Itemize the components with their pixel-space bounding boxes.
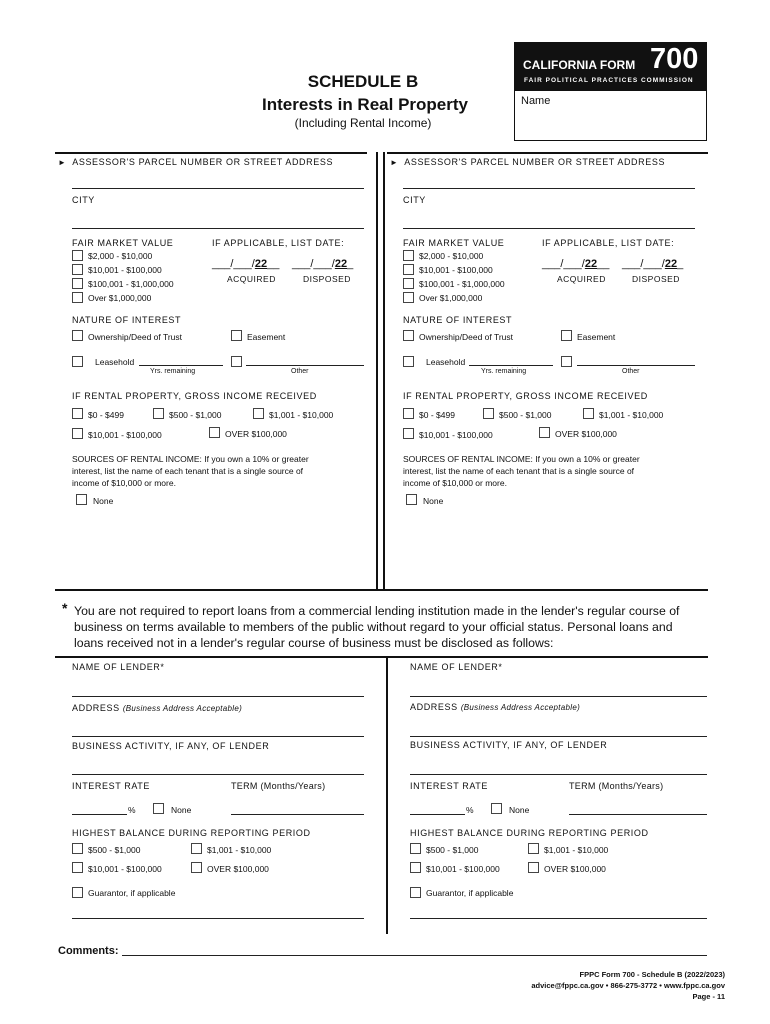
parcel-input-line[interactable] [72,188,364,189]
disposed-year: 22 [334,258,348,270]
fmv-checkbox-1[interactable] [403,250,414,261]
fmv-checkbox-2[interactable] [403,264,414,275]
top-rule-left [55,152,367,154]
top-rule-right [387,152,708,154]
balance-option-3: $10,001 - $100,000 [88,864,162,874]
lender-address-line[interactable] [410,736,707,737]
other-checkbox[interactable] [561,356,572,367]
sources-text-1: SOURCES OF RENTAL INCOME: If you own a 10% or greater [72,454,309,464]
loan-notice-line-1: You are not required to report loans from a commercial lending institution made in the lender's regular course of [74,604,680,618]
lender-address-row [72,703,242,713]
easement-label: Easement [247,332,286,342]
balance-option-2: $1,001 - $10,000 [207,845,272,855]
income-option-2: $500 - $1,000 [169,410,222,420]
income-option-5: OVER $100,000 [225,429,287,439]
income-checkbox-2[interactable] [153,408,164,419]
ownership-checkbox[interactable] [403,330,414,341]
income-checkbox-4[interactable] [72,428,83,439]
sources-text-2: interest, list the name of each tenant that is a single source of [72,466,304,476]
parcel-label: ASSESSOR'S PARCEL NUMBER OR STREET ADDRESS [404,157,666,167]
nature-label: NATURE OF INTEREST [72,315,182,325]
arrow-icon: ► [58,158,67,167]
lender-address-note: (Business Address Acceptable) [122,704,243,713]
income-option-1: $0 - $499 [419,410,455,420]
leasehold-checkbox[interactable] [403,356,414,367]
income-option-4: $10,001 - $100,000 [88,430,162,440]
ownership-label: Ownership/Deed of Trust [419,332,514,342]
center-divider-top [376,152,378,589]
other-label: Other [291,368,309,375]
footer-form-id: FPPC Form 700 - Schedule B (2022/2023) [579,970,725,979]
other-input-line[interactable] [246,365,364,366]
loan-notice-bottom-rule [55,656,708,658]
lender-address-label: ADDRESS [410,702,458,712]
balance-checkbox-3[interactable] [410,862,421,873]
term-label: TERM (Months/Years) [231,781,326,791]
interest-rate-label: INTEREST RATE [410,781,488,791]
term-line[interactable] [569,814,707,815]
fmv-checkbox-4[interactable] [72,292,83,303]
disposed-year: 22 [664,258,678,270]
income-option-2: $500 - $1,000 [499,410,552,420]
fmv-checkbox-3[interactable] [403,278,414,289]
income-checkbox-5[interactable] [539,427,550,438]
income-checkbox-2[interactable] [483,408,494,419]
income-option-3: $1,001 - $10,000 [269,410,334,420]
schedule-title: SCHEDULE B [307,72,419,91]
leasehold-years-line[interactable] [139,365,223,366]
balance-option-4: OVER $100,000 [544,864,606,874]
percent-label: % [128,805,136,815]
balance-checkbox-3[interactable] [72,862,83,873]
other-checkbox[interactable] [231,356,242,367]
rate-none-label: None [509,805,530,815]
other-input-line[interactable] [577,365,695,366]
interest-rate-line[interactable] [410,814,465,815]
comments-line[interactable] [122,955,707,956]
income-checkbox-3[interactable] [583,408,594,419]
lender-activity-line[interactable] [410,774,707,775]
income-checkbox-5[interactable] [209,427,220,438]
sources-text-1: SOURCES OF RENTAL INCOME: If you own a 10% or greater [403,454,640,464]
gross-income-label: IF RENTAL PROPERTY, GROSS INCOME RECEIVED [403,391,648,401]
disposed-date-field[interactable]: ___/___/22_ [292,258,354,270]
acquired-year: 22 [254,258,268,270]
parcel-label: ASSESSOR'S PARCEL NUMBER OR STREET ADDRESS [72,157,334,167]
rate-none-label: None [171,805,192,815]
balance-checkbox-2[interactable] [528,843,539,854]
lender-address-note: (Business Address Acceptable) [460,703,581,712]
nature-label: NATURE OF INTEREST [403,315,513,325]
acquired-label: ACQUIRED [557,274,606,284]
loan-notice-line-2: business on terms available to members of the public without regard to your official status. Personal loans and [74,620,673,634]
form-number: 700 [650,43,699,75]
none-checkbox[interactable] [406,494,417,505]
schedule-subtitle: Interests in Real Property [262,95,468,114]
fmv-checkbox-4[interactable] [403,292,414,303]
balance-checkbox-4[interactable] [191,862,202,873]
balance-option-1: $500 - $1,000 [88,845,141,855]
ownership-checkbox[interactable] [72,330,83,341]
list-date-label: IF APPLICABLE, LIST DATE: [542,238,675,248]
leasehold-label: Leasehold [95,357,135,367]
balance-checkbox-2[interactable] [191,843,202,854]
yrs-remaining-label: Yrs. remaining [481,368,527,375]
balance-option-2: $1,001 - $10,000 [544,845,609,855]
disposed-label: DISPOSED [632,274,680,284]
commission-label: FAIR POLITICAL PRACTICES COMMISSION [524,77,694,84]
parcel-row [58,157,333,167]
fmv-checkbox-3[interactable] [72,278,83,289]
balance-checkbox-4[interactable] [528,862,539,873]
rate-none-checkbox[interactable] [153,803,164,814]
term-label: TERM (Months/Years) [569,781,664,791]
parcel-input-line[interactable] [403,188,695,189]
guarantor-label: Guarantor, if applicable [426,888,514,898]
center-divider-bottom [386,656,388,934]
parcel-row-right [390,157,665,167]
footer-page: Page - 11 [692,992,725,1001]
lender-name-line[interactable] [72,696,364,697]
balance-checkbox-1[interactable] [72,843,83,854]
income-option-3: $1,001 - $10,000 [599,410,664,420]
lender-name-label: NAME OF LENDER* [410,662,503,672]
easement-checkbox[interactable] [561,330,572,341]
city-input-line[interactable] [403,228,695,229]
sources-text-3: income of $10,000 or more. [403,478,507,488]
lender-address-label: ADDRESS [72,703,120,713]
lender-name-label: NAME OF LENDER* [72,662,165,672]
fmv-label: FAIR MARKET VALUE [72,238,174,248]
percent-label: % [466,805,474,815]
guarantor-checkbox[interactable] [72,887,83,898]
guarantor-label: Guarantor, if applicable [88,888,176,898]
acquired-date-field[interactable]: ___/___/22__ [542,258,610,270]
other-label: Other [622,368,640,375]
fmv-option-4: Over $1,000,000 [419,293,483,303]
interest-rate-line[interactable] [72,814,127,815]
leasehold-years-line[interactable] [469,365,553,366]
city-input-line[interactable] [72,228,364,229]
balance-label: HIGHEST BALANCE DURING REPORTING PERIOD [72,828,311,838]
income-checkbox-1[interactable] [403,408,414,419]
gross-income-label: IF RENTAL PROPERTY, GROSS INCOME RECEIVED [72,391,317,401]
name-label: Name [521,95,551,107]
acquired-year: 22 [584,258,598,270]
form-identifier-box [514,42,707,141]
interest-rate-label: INTEREST RATE [72,781,150,791]
acquired-date-field[interactable]: ___/___/22__ [212,258,280,270]
rate-none-checkbox[interactable] [491,803,502,814]
fmv-option-2: $10,001 - $100,000 [88,265,162,275]
disposed-label: DISPOSED [303,274,351,284]
arrow-icon: ► [390,158,399,167]
ownership-label: Ownership/Deed of Trust [88,332,183,342]
city-label: CITY [403,195,426,205]
income-checkbox-1[interactable] [72,408,83,419]
income-option-5: OVER $100,000 [555,429,617,439]
acquired-label: ACQUIRED [227,274,276,284]
list-date-label: IF APPLICABLE, LIST DATE: [212,238,345,248]
sources-text-3: income of $10,000 or more. [72,478,176,488]
loan-notice-line-3: loans received not in a lender's regular course of business must be disclosed as follows: [74,636,554,650]
balance-option-3: $10,001 - $100,000 [426,864,500,874]
fmv-option-3: $100,001 - $1,000,000 [419,279,505,289]
fmv-option-3: $100,001 - $1,000,000 [88,279,174,289]
schedule-note: (Including Rental Income) [294,116,432,130]
footer-contact: advice@fppc.ca.gov • 866-275-3772 • www.fppc.ca.gov [531,981,725,990]
none-label: None [423,496,444,506]
balance-option-1: $500 - $1,000 [426,845,479,855]
lender-activity-label: BUSINESS ACTIVITY, IF ANY, OF LENDER [410,740,608,750]
center-divider-top-2 [383,152,385,589]
balance-checkbox-1[interactable] [410,843,421,854]
fmv-checkbox-2[interactable] [72,264,83,275]
easement-label: Easement [577,332,616,342]
loan-notice-top-rule [55,589,708,591]
easement-checkbox[interactable] [231,330,242,341]
income-checkbox-4[interactable] [403,428,414,439]
guarantor-line[interactable] [72,918,364,919]
lender-address-line[interactable] [72,736,364,737]
leasehold-checkbox[interactable] [72,356,83,367]
fmv-option-2: $10,001 - $100,000 [419,265,493,275]
lender-name-line[interactable] [410,696,707,697]
lender-address-row [410,702,580,712]
balance-option-4: OVER $100,000 [207,864,269,874]
balance-label: HIGHEST BALANCE DURING REPORTING PERIOD [410,828,649,838]
fmv-option-1: $2,000 - $10,000 [88,251,153,261]
fmv-option-4: Over $1,000,000 [88,293,152,303]
sources-text-2: interest, list the name of each tenant that is a single source of [403,466,635,476]
term-line[interactable] [231,814,364,815]
none-label: None [93,496,114,506]
lender-activity-line[interactable] [72,774,364,775]
none-checkbox[interactable] [76,494,87,505]
form-header-band [515,43,706,91]
name-field[interactable] [521,107,699,135]
comments-label: Comments: [58,945,119,957]
income-checkbox-3[interactable] [253,408,264,419]
disposed-date-field[interactable]: ___/___/22_ [622,258,684,270]
income-option-4: $10,001 - $100,000 [419,430,493,440]
fmv-option-1: $2,000 - $10,000 [419,251,484,261]
yrs-remaining-label: Yrs. remaining [150,368,196,375]
income-option-1: $0 - $499 [88,410,124,420]
guarantor-checkbox[interactable] [410,887,421,898]
form-label: CALIFORNIA FORM [523,58,636,72]
city-label: CITY [72,195,95,205]
fmv-checkbox-1[interactable] [72,250,83,261]
asterisk-icon: * [62,600,68,616]
lender-activity-label: BUSINESS ACTIVITY, IF ANY, OF LENDER [72,741,270,751]
leasehold-label: Leasehold [426,357,466,367]
guarantor-line[interactable] [410,918,707,919]
fmv-label: FAIR MARKET VALUE [403,238,505,248]
